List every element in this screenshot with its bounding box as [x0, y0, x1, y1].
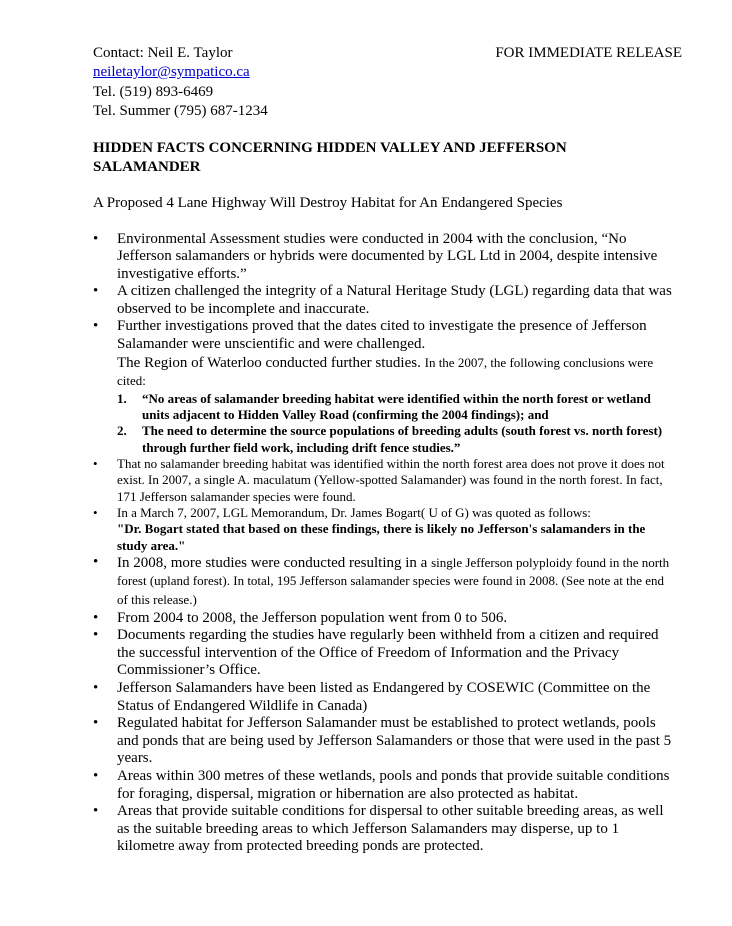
- bullet-item: [93, 231, 673, 284]
- bullet-text: Further investigations proved that the dates cited to investigate the presence of Jefferson Salamander were unscientific and were challenged.: [117, 318, 647, 353]
- bullet-item: [93, 283, 673, 318]
- bullet-text: In 2008, more studies were conducted resulting in a: [117, 554, 428, 571]
- bullet-item: [93, 554, 673, 610]
- bullet-text: That no salamander breeding habitat was identified within the north forest area does not prove it does not exist. In 2007, a single A. maculatum (Yellow-spotted Salamander) was found in the north forest. In fact, 171 Jefferson salamander species were found.: [117, 456, 665, 504]
- bullet-text: Areas that provide suitable conditions for dispersal to other suitable breeding areas, as well as the suitable breeding areas to which Jefferson Salamanders may disperse, up to 1 kilometre away from protected breeding ponds are protected.: [117, 803, 664, 855]
- bullet-item: [93, 803, 673, 856]
- bullet-item: [93, 627, 673, 680]
- contact-phone-summer: Tel. Summer (795) 687-1234: [93, 103, 268, 119]
- bullet-text: Environmental Assessment studies were conducted in 2004 with the conclusion, “No Jefferson salamanders or hybrids were documented by LGL Ltd in 2004, despite intensive investigative efforts.”: [117, 230, 658, 282]
- bullet-text-region-small: In the 2007, the following conclusions were cited:: [117, 354, 654, 389]
- bullet-item: [93, 456, 673, 505]
- bullet-text: From 2004 to 2008, the Jefferson population went from 0 to 506.: [117, 609, 508, 626]
- finding-item: [117, 423, 673, 456]
- bullet-text-region: The Region of Waterloo conducted further studies.: [117, 354, 421, 371]
- press-release: [93, 44, 682, 856]
- finding-number: 2.: [117, 423, 127, 439]
- bullet-text: Areas within 300 metres of these wetlands, pools and ponds that provide suitable conditions for foraging, dispersal, migration or hibernation are also protected as habitat.: [117, 767, 670, 802]
- bullet-text: Jefferson Salamanders have been listed as Endangered by COSEWIC (Committee on the Status of Endangered Wildlife in Canada): [117, 679, 651, 714]
- release-heading: HIDDEN FACTS CONCERNING HIDDEN VALLEY AND JEFFERSON SALAMANDER: [93, 139, 567, 175]
- bullet-item: [93, 318, 673, 456]
- bullet-item: [93, 768, 673, 803]
- bullet-text-small: single Jefferson polyploidy found in the north forest (upland forest). In total, 195 Jefferson salamander species were found in 2008. (See note at the end of this release.): [117, 554, 670, 607]
- finding-text: The need to determine the source populations of breeding adults (south forest vs. north forest) through further field work, including drift fence studies.”: [142, 423, 663, 455]
- bullet-item: [93, 610, 673, 628]
- contact-email-link[interactable]: neiletaylor@sympatico.ca: [93, 64, 250, 80]
- bullet-text: Regulated habitat for Jefferson Salamander must be established to protect wetlands, pools and ponds that are being used by Jefferson Salamanders or those that were used in the past 5 years.: [117, 715, 672, 767]
- finding-number: 1.: [117, 390, 127, 406]
- finding-item: [117, 391, 673, 424]
- release-label: FOR IMMEDIATE RELEASE: [495, 45, 682, 61]
- release-subtitle: A Proposed 4 Lane Highway Will Destroy Habitat for An Endangered Species: [93, 194, 563, 211]
- bullet-item: [93, 715, 673, 768]
- bogart-quote: "Dr. Bogart stated that based on these findings, there is likely no Jefferson's salamanders in the study area.": [117, 521, 646, 553]
- bullet-text: A citizen challenged the integrity of a Natural Heritage Study (LGL) regarding data that was observed to be incomplete and inaccurate.: [117, 283, 672, 317]
- contact-phone: Tel. (519) 893-6469: [93, 83, 214, 100]
- bullet-item: [93, 680, 673, 715]
- contact-name: Contact: Neil E. Taylor: [93, 45, 233, 61]
- findings-list: [117, 391, 673, 456]
- contact-header: [93, 44, 682, 63]
- fact-list: [93, 231, 673, 856]
- bullet-text: Documents regarding the studies have regularly been withheld from a citizen and required the successful intervention of the Office of Freedom of Information and the Privacy Commissioner’s Office.: [117, 627, 659, 679]
- bullet-item: [93, 505, 673, 554]
- finding-text: “No areas of salamander breeding habitat were identified within the north forest or wetland units adjacent to Hidden Valley Road (confirming the 2004 findings); and: [142, 390, 651, 423]
- bullet-text: In a March 7, 2007, LGL Memorandum, Dr. James Bogart( U of G) was quoted as follows:: [117, 504, 591, 520]
